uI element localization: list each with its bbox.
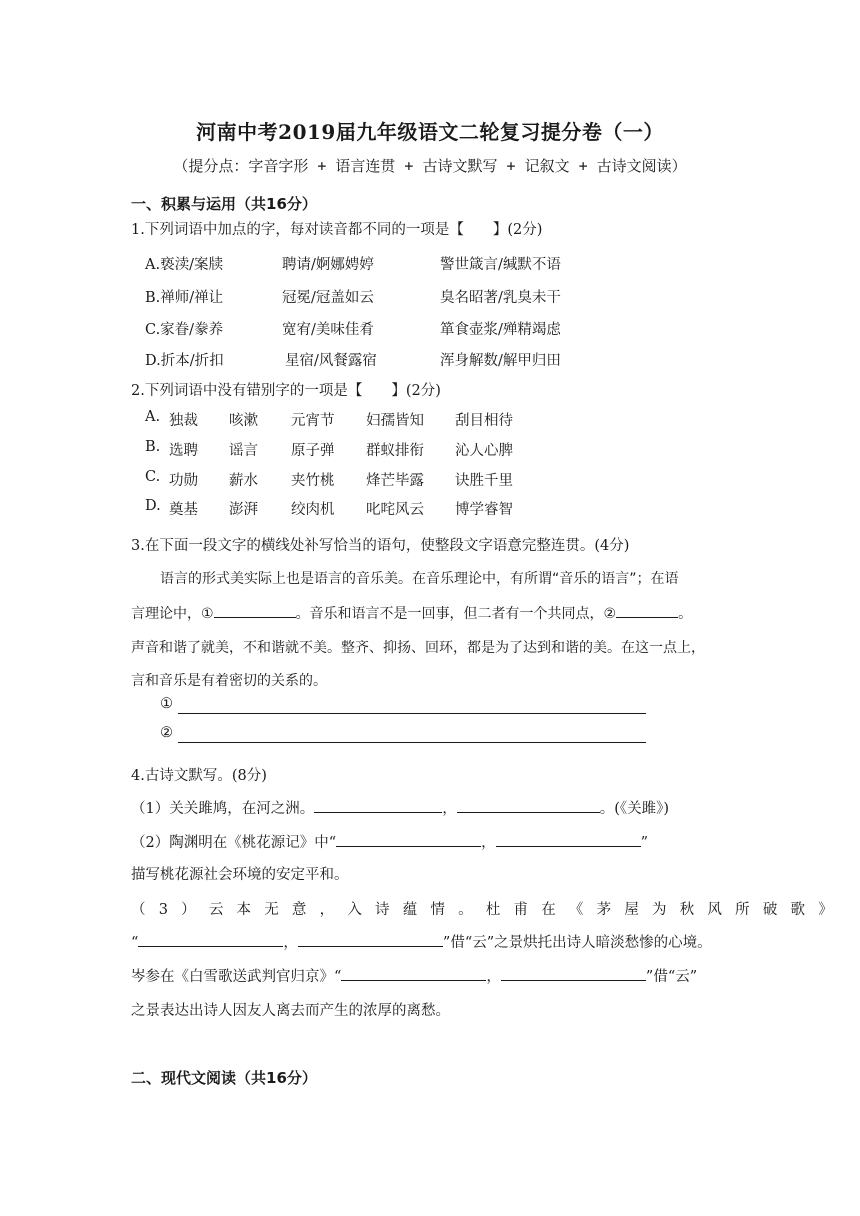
answer-underline: [178, 742, 646, 743]
question-1-stem: 1.下列词语中加点的字，每对读音都不同的一项是【 】(2分): [131, 222, 543, 238]
answer-line-2[interactable]: [160, 725, 173, 741]
option-word: 诀胜千里: [455, 473, 513, 489]
option-text: 聘请/婀娜娉婷: [282, 257, 374, 273]
page-subtitle: （提分点：字音字形 + 语言连贯 + 古诗文默写 + 记叙文 + 古诗文阅读）: [173, 157, 687, 175]
option-word: 原子弹: [291, 443, 335, 459]
option-letter: A.: [145, 409, 161, 425]
item-text: ，: [486, 969, 501, 985]
option-word: 咳漱: [229, 413, 258, 429]
passage-line-2: [131, 603, 692, 623]
item-text: ”借“云”: [645, 969, 698, 985]
item-text: ”借“云”之景烘托出诗人暗淡愁惨的心境。: [442, 935, 712, 951]
option-text: B.禅师/禅让: [145, 290, 224, 306]
option-word: 绞肉机: [291, 502, 335, 518]
fill-blank[interactable]: [336, 832, 481, 847]
option-text: 冠冕/冠盖如云: [282, 290, 374, 306]
option-word: 叱咤风云: [366, 502, 424, 518]
question-4-item-3: （3）云本无意，入诗蕴情。杜甫在《茅屋为秋风所破歌》: [131, 902, 846, 918]
option-word: 烽芒毕露: [366, 473, 424, 489]
answer-number: ①: [160, 696, 173, 712]
option-word: 妇孺皆知: [366, 413, 424, 429]
question-4-item-3-cont2: [131, 965, 697, 986]
section-heading-2: 二、现代文阅读（共16分）: [131, 1069, 317, 1087]
fill-blank[interactable]: [138, 932, 283, 947]
fill-blank[interactable]: [457, 798, 600, 813]
option-word: 薪水: [229, 473, 258, 489]
item-text: （2）陶渊明在《桃花源记》中“: [131, 835, 337, 851]
fill-blank[interactable]: [341, 966, 486, 981]
option-text: A.亵渎/案牍: [145, 257, 223, 273]
option-text: 箪食壶浆/殚精竭虑: [440, 322, 561, 338]
fill-blank-2[interactable]: [616, 603, 678, 618]
fill-blank[interactable]: [501, 966, 646, 981]
option-text: 浑身解数/解甲归田: [440, 353, 561, 369]
answer-underline: [178, 713, 646, 714]
question-4-item-3-cont: [131, 931, 712, 952]
option-word: 夹竹桃: [291, 473, 335, 489]
fill-blank[interactable]: [496, 832, 641, 847]
question-4-stem: 4.古诗文默写。(8分): [131, 768, 267, 784]
item-text: ”: [640, 835, 649, 851]
fill-blank-1[interactable]: [214, 603, 296, 618]
option-text: 臭名昭著/乳臭未干: [440, 290, 561, 306]
item-text: ，: [442, 801, 457, 817]
passage-line-3: 声音和谐了就美，不和谐就不美。整齐、抑扬、回环，都是为了达到和谐的美。在这一点上，: [131, 640, 705, 656]
option-word: 刮目相待: [455, 413, 513, 429]
fill-blank[interactable]: [298, 932, 443, 947]
option-text: C.家眷/豢养: [145, 322, 224, 338]
option-word: 沁人心脾: [455, 443, 513, 459]
option-word: 元宵节: [291, 413, 335, 429]
option-word: 功勋: [169, 473, 198, 489]
option-text: 宽宥/美味佳肴: [282, 322, 374, 338]
passage-text: 。: [678, 606, 693, 622]
question-4-item-1: [131, 797, 669, 818]
option-word: 选聘: [169, 443, 198, 459]
question-4-item-2: [131, 831, 648, 852]
item-text: ，: [283, 935, 298, 951]
fill-blank[interactable]: [314, 798, 442, 813]
option-letter: B.: [145, 439, 161, 455]
option-word: 谣言: [229, 443, 258, 459]
answer-line-1[interactable]: [160, 696, 173, 712]
item-text: 。(《关雎》): [599, 801, 670, 817]
passage-text: 言理论中，①: [131, 606, 214, 622]
option-word: 群蚁排衔: [366, 443, 424, 459]
option-word: 奠基: [169, 502, 198, 518]
item-text: ，: [481, 835, 496, 851]
option-word: 独裁: [169, 413, 198, 429]
option-letter: C.: [145, 469, 161, 485]
question-4-item-3-cont3: 之景表达出诗人因友人离去而产生的浓厚的离愁。: [131, 1003, 450, 1019]
question-3-stem: 3.在下面一段文字的横线处补写恰当的语句，使整段文字语意完整连贯。(4分): [131, 538, 630, 554]
option-text: D.折本/折扣: [145, 353, 224, 369]
answer-number: ②: [160, 725, 173, 741]
section-heading-1: 一、积累与运用（共16分）: [131, 195, 317, 213]
question-2-stem: 2.下列词语中没有错别字的一项是【 】(2分): [131, 383, 441, 399]
option-letter: D.: [145, 498, 161, 514]
option-word: 澎湃: [229, 502, 258, 518]
option-text: 警世箴言/缄默不语: [440, 257, 561, 273]
item-text: “: [131, 935, 139, 951]
item-text: 岑参在《白雪歌送武判官归京》“: [131, 969, 342, 985]
page-title: 河南中考2019届九年级语文二轮复习提分卷（一）: [196, 120, 664, 144]
passage-text: 。音乐和语言不是一回事，但二者有一个共同点，②: [295, 606, 617, 622]
option-word: 博学睿智: [455, 502, 513, 518]
passage-line-4: 言和音乐是有着密切的关系的。: [131, 673, 327, 689]
item-text: （1）关关雎鸠，在河之洲。: [131, 801, 315, 817]
passage-line-1: 语言的形式美实际上也是语言的音乐美。在音乐理论中，有所谓“音乐的语言”；在语: [160, 571, 679, 587]
question-4-item-2-cont: 描写桃花源社会环境的安定平和。: [131, 867, 349, 883]
option-text: 星宿/风餐露宿: [285, 353, 377, 369]
